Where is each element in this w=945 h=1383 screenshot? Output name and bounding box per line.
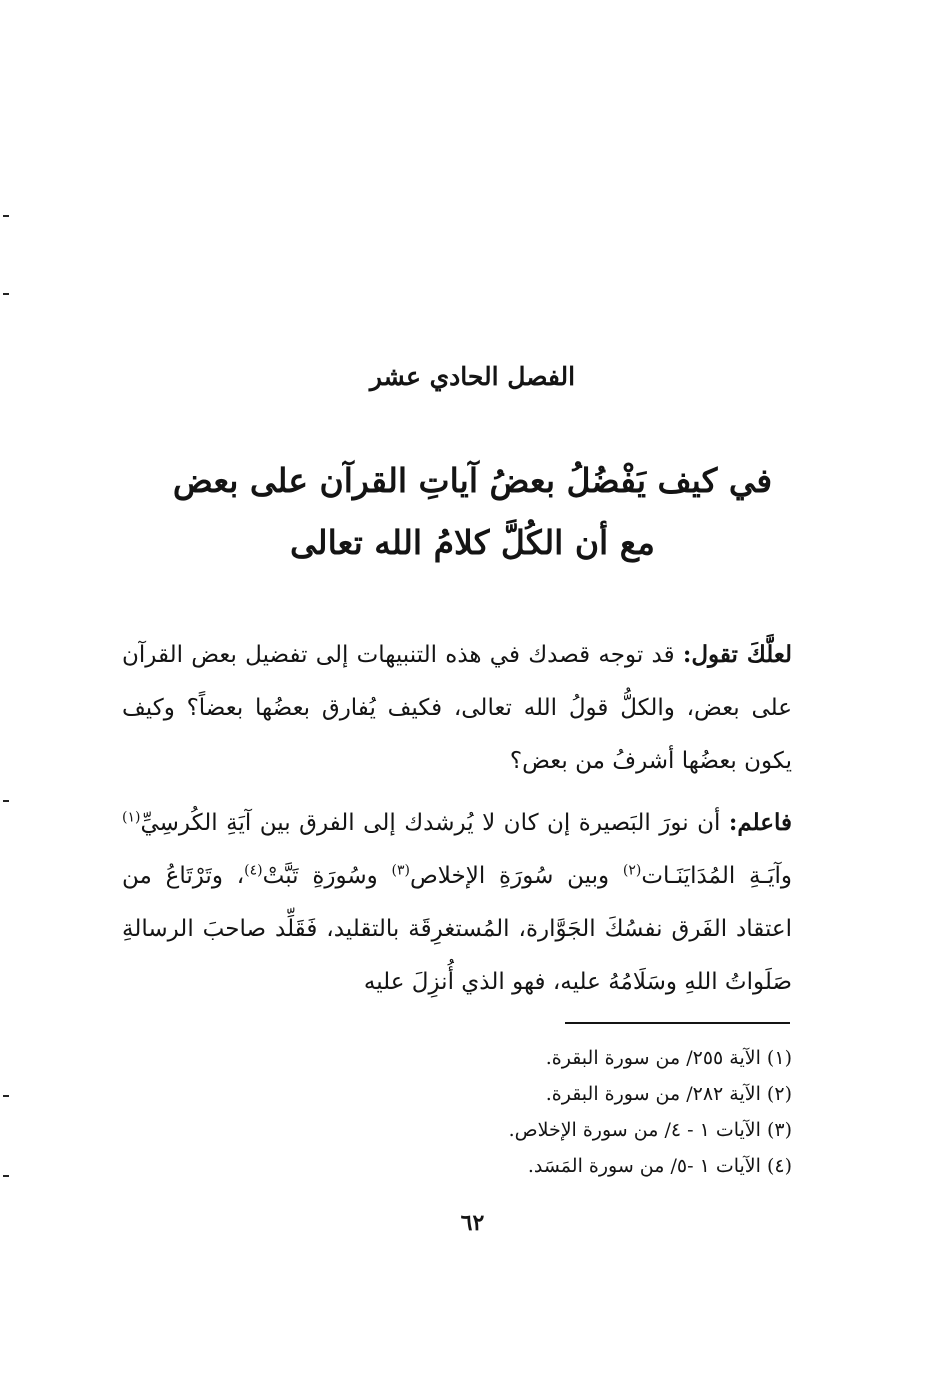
paragraph-text: وبين سُورَةِ الإخلاص [410, 863, 623, 889]
paragraph-2 [122, 796, 792, 1009]
paragraph-text: وآيَـةِ المُدَايَنَـات [641, 863, 792, 889]
footnote-item: (٤) الآيات ١ -٥/ من سورة المَسَد. [527, 1155, 792, 1177]
paragraph-1 [122, 628, 792, 788]
paragraph-lead: فاعلم: [728, 809, 792, 836]
footnote-ref[interactable]: (٤) [244, 862, 263, 879]
chapter-label: الفصل الحادي عشر [369, 362, 576, 391]
footnote-ref[interactable]: (٣) [391, 862, 410, 879]
margin-mark [3, 293, 9, 295]
footnote-divider [565, 1022, 790, 1024]
margin-mark [3, 1095, 9, 1097]
paragraph-text: قد توجه قصدك في هذه التنبيهات إلى تفضيل بعض القرآن على بعض، والكلُّ قولُ الله تعالى، فكيف يُفارق بعضُها بعضاً؟ وكيف يكون بعضُها أشرفُ من بعض؟ [122, 642, 792, 774]
footnote-item: (١) الآية ٢٥٥/ من سورة البقرة. [545, 1047, 792, 1069]
paragraph-text: أن نورَ البَصيرة إن كان لا يُرشدك إلى الفرق بين آيَةِ الكُرسِيِّ [140, 810, 729, 836]
margin-mark [3, 1175, 9, 1177]
footnote-item: (٢) الآية ٢٨٢/ من سورة البقرة. [545, 1083, 792, 1105]
chapter-title [150, 450, 795, 574]
page-number: ٦٢ [460, 1210, 485, 1236]
footnote-ref[interactable]: (٢) [622, 862, 642, 879]
paragraph-text: وسُورَةِ تَبَّتْ [262, 863, 392, 889]
footnote-item: (٣) الآيات ١ - ٤/ من سورة الإخلاص. [508, 1119, 792, 1141]
margin-mark [3, 800, 9, 802]
paragraph-lead: لعلَّكَ تقول: [682, 641, 792, 668]
body-text [122, 628, 792, 1017]
chapter-title-line-1: في كيف يَفْضُلُ بعضُ آياتِ القرآن على بعض [172, 461, 773, 500]
margin-mark [3, 215, 9, 217]
paragraph-text: ، وتَرْتَاعُ من اعتقاد الفَرق نفسُكَ الجَوَّارة، المُستغرِقَة بالتقليد، فَقَلِّد صاحبَ الرسالةِ صَلَواتُ اللهِ وسَلَامُهُ عليه، فهو الذي أُنزِلَ عليه [122, 863, 792, 995]
chapter-title-line-2: مع أن الكُلَّ كلامُ الله تعالى [290, 523, 655, 562]
footnote-ref[interactable]: (١) [122, 809, 141, 826]
footnotes [300, 1040, 792, 1184]
